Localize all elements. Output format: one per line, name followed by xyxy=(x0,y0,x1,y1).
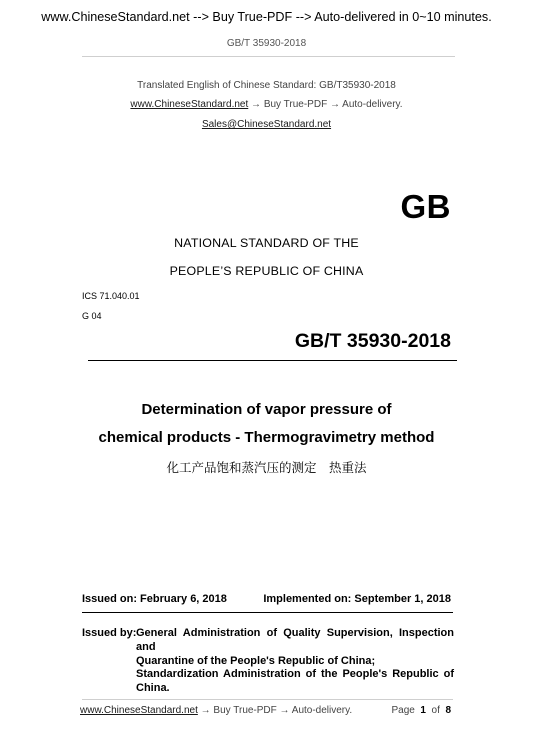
gb-logo: GB xyxy=(400,188,451,225)
site-link[interactable]: www.ChineseStandard.net xyxy=(130,99,249,110)
translation-site-line xyxy=(0,99,533,110)
title-en-line2: chemical products - Thermogravimetry method xyxy=(98,429,435,446)
footer-site-link[interactable]: www.ChineseStandard.net xyxy=(80,705,198,716)
issuer-line3: Standardization Administration of the People's Republic of xyxy=(136,668,454,681)
title-zh: 化工产品饱和蒸汽压的测定 热重法 xyxy=(166,461,367,475)
page-indicator xyxy=(391,705,451,716)
footer-divider xyxy=(82,699,453,700)
dates-divider xyxy=(82,612,453,613)
standard-number: GB/T 35930-2018 xyxy=(294,330,451,352)
classification-code: G 04 xyxy=(82,311,102,321)
page-label: Page xyxy=(391,705,415,716)
footer-site-suffix: → Buy True-PDF → Auto-delivery. xyxy=(197,705,353,716)
translation-note: Translated English of Chinese Standard: GB/T35930-2018 xyxy=(137,80,396,91)
national-standard-line1: NATIONAL STANDARD OF THE xyxy=(174,236,359,250)
issued-by-body xyxy=(136,627,454,696)
standard-number-divider xyxy=(88,360,457,361)
page-total: 8 xyxy=(445,705,451,716)
top-banner: www.ChineseStandard.net --> Buy True-PDF --> Auto-delivered in 0~10 minutes. xyxy=(41,10,492,24)
translation-email-line xyxy=(0,119,533,130)
site-link-suffix: → Buy True-PDF → Auto-delivery. xyxy=(248,99,403,110)
issuer-line4: China. xyxy=(136,682,170,695)
title-en-line1: Determination of vapor pressure of xyxy=(141,401,392,418)
footer-site-line xyxy=(80,705,352,716)
banner-standard-code: GB/T 35930-2018 xyxy=(226,38,307,49)
national-standard-line2: PEOPLE’S REPUBLIC OF CHINA xyxy=(169,264,364,278)
issuer-line2: Quarantine of the People's Republic of China; xyxy=(136,654,376,667)
issuer-line1: General Administration of Quality Supervision, Inspection and xyxy=(136,627,454,653)
ics-code: ICS 71.040.01 xyxy=(82,291,140,301)
page-current: 1 xyxy=(420,705,426,716)
implemented-on-date: Implemented on: September 1, 2018 xyxy=(263,593,451,605)
page-of: of xyxy=(431,705,440,716)
header-divider xyxy=(82,56,455,57)
email-link[interactable]: Sales@ChineseStandard.net xyxy=(201,119,332,130)
issued-on-date: Issued on: February 6, 2018 xyxy=(82,593,227,605)
issued-by-label: Issued by: xyxy=(82,627,137,639)
